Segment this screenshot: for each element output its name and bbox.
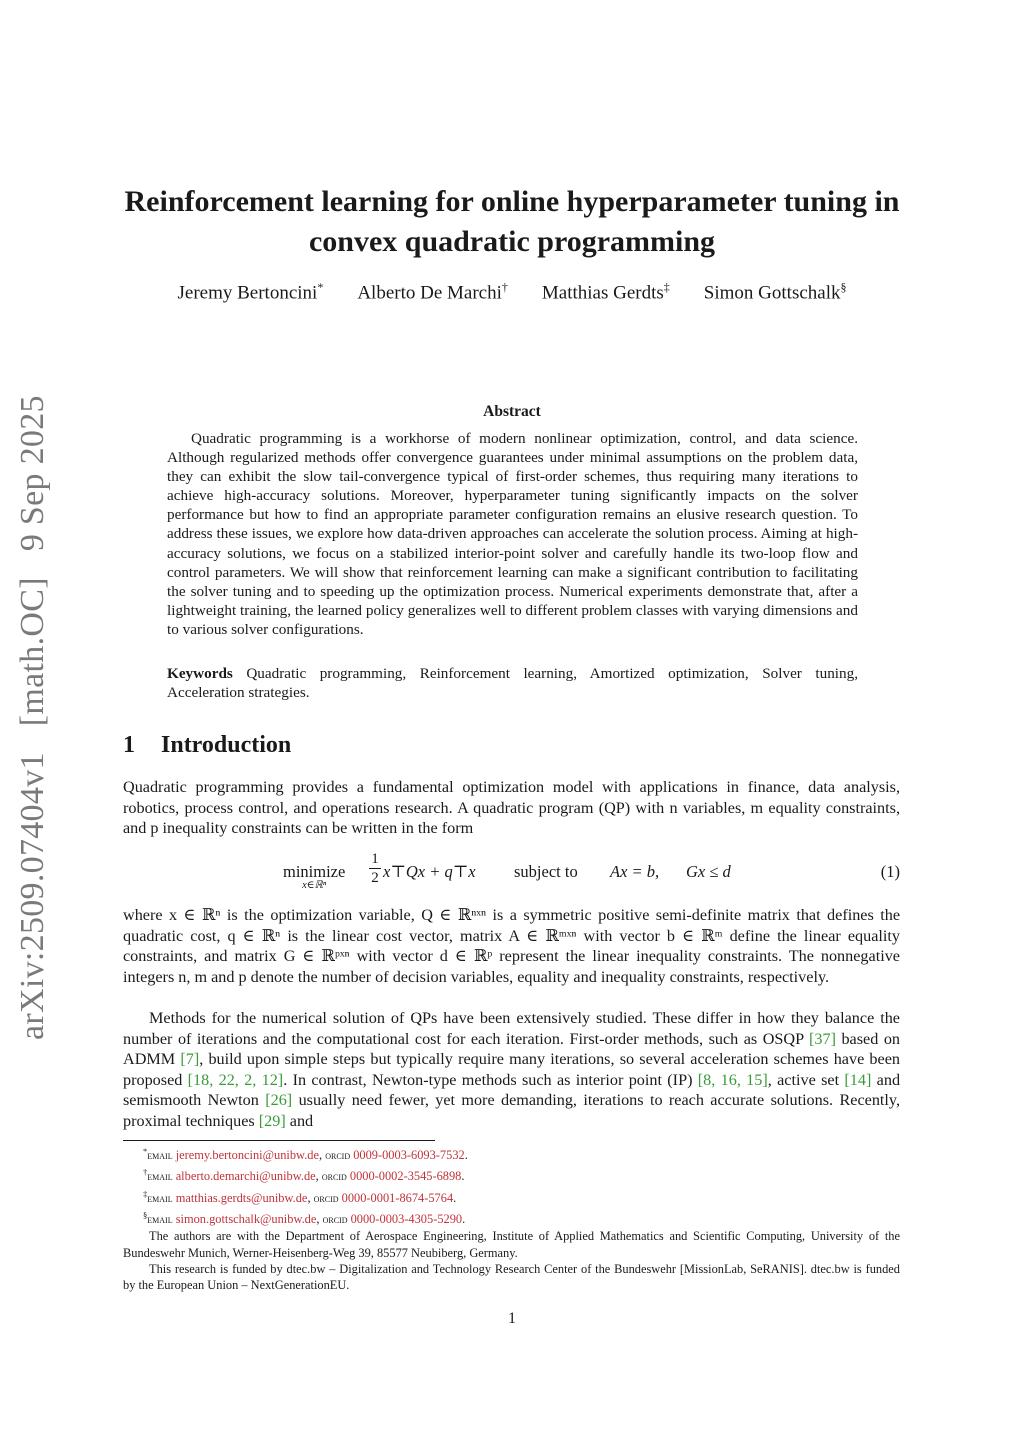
keywords [167, 664, 858, 702]
citation-link[interactable]: [37] [809, 1029, 836, 1048]
author-list [120, 280, 904, 304]
citation-link[interactable]: [18, 22, 2, 12] [187, 1070, 284, 1089]
citation-link[interactable]: [26] [265, 1091, 293, 1110]
equation-inequality-constraint: Gx ≤ d [686, 862, 731, 881]
arxiv-stamp [14, 395, 60, 1040]
author: Simon Gottschalk§ [703, 280, 847, 304]
keywords-label: Keywords [167, 665, 233, 682]
abstract-text: Quadratic programming is a workhorse of modern nonlinear optimization, control, and data science. Although regularized methods offer convergence guarantees under minimal assumptions on the problem data, they can exhibit the slow tail-convergence typical of first-order schemes, thus requiring many iterations to achieve high-accuracy solutions. Moreover, hyperparameter tuning significantly impacts on the solver performance but how to find an appropriate parameter configuration remains an elusive research question. To address these issues, we explore how data-driven approaches can accelerate the solution process. Aiming at high-accuracy solutions, we focus on a stabilized interior-point solver and carefully handle its two-loop flow and control parameters. We will show that reinforcement learning can make a significant contribution to facilitating the solver tuning and to speeding up the optimization process. Numerical experiments demonstrate that, after a lightweight training, the learned policy generalizes well to different problem classes with varying dimensions and to various solver configurations. [167, 430, 858, 638]
citation-link[interactable]: [7] [180, 1050, 200, 1069]
citation-link[interactable]: [14] [844, 1070, 872, 1089]
intro-paragraph-1: Quadratic programming provides a fundamental optimization model with applications in finance, data analysis, robotics, process control, and operations research. A quadratic program (QP) with n variables, m equality constraints, and p inequality constraints can be written in the form [123, 778, 900, 838]
email-link[interactable]: simon.gottschalk@unibw.de [175, 1212, 317, 1227]
footnote-affiliation: The authors are with the Department of Aerospace Engineering, Institute of Applied Mathematics and Scientific Computing, University of the Bundeswehr Munich, Werner-Heisenberg-Weg 39, 85577 Neubiberg, Germany. [123, 1229, 900, 1260]
footnotes [123, 1143, 900, 1293]
equation-minimize: minimize x∈ℝⁿ [283, 862, 346, 891]
footnote-author: ‡email matthias.gerdts@unibw.de, orcid 0000-0001-8674-5764. [143, 1188, 457, 1205]
section-title: Introduction [161, 732, 292, 758]
page-number: 1 [508, 1310, 516, 1327]
equation-subscript: x∈ℝⁿ [302, 880, 327, 891]
footnote-rule [123, 1140, 435, 1141]
author: Alberto De Marchi† [357, 280, 508, 304]
orcid-link[interactable]: 0000-0003-4305-5290 [350, 1212, 463, 1227]
arxiv-id[interactable]: arXiv:2509.07404v1 [14, 752, 51, 1040]
equation-objective: x⊤Qx + q⊤x [383, 862, 476, 881]
footnote-author: *email jeremy.bertoncini@unibw.de, orcid 0009-0003-6093-7532. [143, 1146, 468, 1163]
equation-subject-to: subject to [514, 862, 578, 881]
author: Jeremy Bertoncini* [177, 280, 324, 304]
author: Matthias Gerdts‡ [541, 280, 670, 304]
equation-number: (1) [880, 862, 900, 881]
email-link[interactable]: alberto.demarchi@unibw.de [175, 1169, 316, 1184]
equation-qp [123, 852, 900, 892]
section-heading [123, 732, 291, 759]
intro-paragraph-2: where x ∈ ℝⁿ is the optimization variable, Q ∈ ℝⁿˣⁿ is a symmetric positive semi-definite matrix that defines the quadratic cost, q ∈ ℝⁿ is the linear cost vector, matrix A ∈ ℝᵐˣⁿ with vector b ∈ ℝᵐ define the linear equality constraints, and matrix G ∈ ℝᵖˣⁿ with vector d ∈ ℝᵖ represent the linear inequality constraints. The nonnegative integers n, m and p denote the number of decision variables, equality and inequality constraints, respectively. [123, 906, 900, 986]
equation-equality-constraint: Ax = b, [610, 862, 660, 881]
keywords-text: Quadratic programming, Reinforcement learning, Amortized optimization, Solver tuning, Acceleration strategies. [167, 665, 858, 702]
arxiv-category: [math.OC] [14, 577, 51, 727]
footnote-author: †email alberto.demarchi@unibw.de, orcid 0000-0002-3545-6898. [143, 1167, 465, 1184]
intro-paragraph-3: Methods for the numerical solution of QPs have been extensively studied. These differ in how they balance the number of iterations and the computational cost for each iteration. First-order methods, such as OSQP [37] based on ADMM [7], build upon simple steps but typically require many iterations, so several acceleration schemes have been proposed [18, 22, 2, 12]. In contrast, Newton-type methods such as interior point (IP) [8, 16, 15], active set [14] and semismooth Newton [26] usually need fewer, yet more demanding, iterations to reach accurate solutions. Recently, proximal techniques [29] and [123, 1009, 901, 1130]
footnote-funding: This research is funded by dtec.bw – Digitalization and Technology Research Center of the Bundeswehr [MissionLab, SeRANIS]. dtec.bw is funded by the European Union – NextGenerationEU. [123, 1261, 900, 1292]
orcid-link[interactable]: 0000-0002-3545-6898 [349, 1169, 462, 1184]
arxiv-date: 9 Sep 2025 [14, 395, 51, 552]
email-link[interactable]: jeremy.bertoncini@unibw.de [175, 1148, 319, 1163]
email-link[interactable]: matthias.gerdts@unibw.de [175, 1190, 308, 1205]
citation-link[interactable]: [29] [258, 1111, 286, 1130]
equation-fraction: 1 2 [369, 850, 381, 887]
section-number: 1 [123, 732, 135, 758]
footnote-author: §email simon.gottschalk@unibw.de, orcid 0000-0003-4305-5290. [143, 1209, 466, 1227]
abstract-heading: Abstract [483, 403, 541, 420]
orcid-link[interactable]: 0000-0001-8674-5764 [341, 1190, 454, 1205]
paper-title: Reinforcement learning for online hyperparameter tuning in convex quadratic programming [124, 185, 900, 258]
orcid-link[interactable]: 0009-0003-6093-7532 [353, 1148, 465, 1163]
citation-link[interactable]: [8, 16, 15] [697, 1070, 768, 1089]
